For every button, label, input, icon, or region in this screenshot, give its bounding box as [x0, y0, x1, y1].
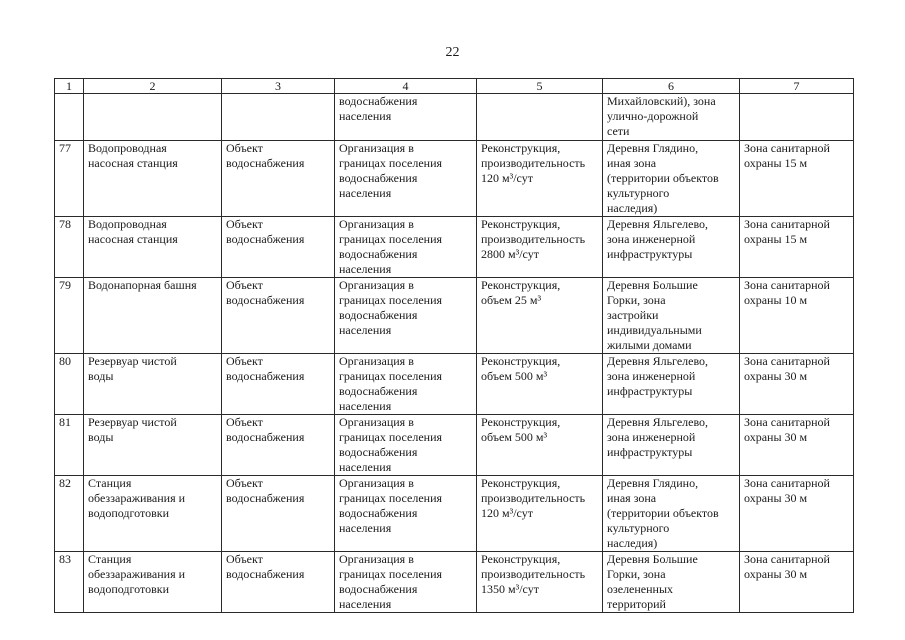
object-capacity-cell — [477, 354, 603, 415]
cell-text-line: Организация в — [339, 278, 414, 292]
object-type-cell — [222, 278, 335, 354]
column-header: 7 — [740, 79, 854, 94]
column-header: 6 — [603, 79, 740, 94]
object-purpose-cell — [335, 94, 477, 141]
cell-text-line: озелененных — [607, 582, 674, 596]
cell-text-line: Станция — [88, 476, 132, 490]
cell-text-line: Реконструкция, — [481, 354, 561, 368]
cell-text-line: охраны 30 м — [744, 491, 808, 505]
cell-text-line: Деревня Глядино, — [607, 476, 699, 490]
table-row — [55, 552, 854, 613]
row-number-cell: 80 — [55, 354, 84, 415]
cell-text-line: Горки, зона — [607, 567, 666, 581]
object-location-cell — [603, 278, 740, 354]
cell-text-line: границах поселения — [339, 156, 443, 170]
cell-text-line: 120 м³/сут — [481, 506, 533, 520]
protection-zone-cell — [740, 217, 854, 278]
cell-text-line: границах поселения — [339, 430, 443, 444]
cell-text-line: Зона санитарной — [744, 141, 830, 155]
cell-text-line: Зона санитарной — [744, 354, 830, 368]
cell-text-line: охраны 10 м — [744, 293, 808, 307]
cell-text-line: Резервуар чистой — [88, 354, 177, 368]
cell-text-line: охраны 15 м — [744, 232, 808, 246]
cell-text-line: Водопроводная — [88, 141, 167, 155]
cell-text-line: обеззараживания и — [88, 491, 186, 505]
cell-text-line: Михайловский), зона — [607, 94, 716, 108]
cell-text-line: Водонапорная башня — [88, 278, 197, 292]
page-number: 22 — [445, 45, 460, 60]
table-row — [55, 141, 854, 217]
cell-text-line: жилыми домами — [607, 338, 692, 352]
cell-text-line: охраны 15 м — [744, 156, 808, 170]
object-type-cell — [222, 141, 335, 217]
cell-text-line: Деревня Яльгелево, — [607, 217, 709, 231]
cell-text-line: водоснабжения — [226, 232, 305, 246]
protection-zone-cell — [740, 354, 854, 415]
cell-text-line: водоснабжения — [339, 582, 418, 596]
protection-zone-cell — [740, 476, 854, 552]
table-row — [55, 94, 854, 141]
table-row — [55, 476, 854, 552]
cell-text-line: воды — [88, 369, 114, 383]
object-name-cell — [84, 278, 222, 354]
cell-text-line: иная зона — [607, 491, 657, 505]
cell-text-line: водоподготовки — [88, 506, 169, 520]
column-header: 4 — [335, 79, 477, 94]
cell-text-line: 1350 м³/сут — [481, 582, 539, 596]
object-type-cell — [222, 354, 335, 415]
cell-text-line: водоснабжения — [339, 384, 418, 398]
cell-text-line: индивидуальными — [607, 323, 702, 337]
object-name-cell — [84, 354, 222, 415]
cell-text-line: производительность — [481, 567, 586, 581]
cell-text-line: Реконструкция, — [481, 278, 561, 292]
object-location-cell — [603, 354, 740, 415]
column-header: 1 — [55, 79, 84, 94]
cell-text-line: 2800 м³/сут — [481, 247, 539, 261]
cell-text-line: Организация в — [339, 217, 414, 231]
cell-text-line: производительность — [481, 491, 586, 505]
cell-text-line: населения — [339, 521, 392, 535]
cell-text-line: охраны 30 м — [744, 369, 808, 383]
object-capacity-cell — [477, 141, 603, 217]
cell-text-line: водоснабжения — [226, 156, 305, 170]
cell-text-line: Организация в — [339, 415, 414, 429]
object-type-cell — [222, 94, 335, 141]
cell-text-line: производительность — [481, 232, 586, 246]
cell-text-line: объем 25 м³ — [481, 293, 542, 307]
cell-text-line: Объект — [226, 354, 263, 368]
object-capacity-cell — [477, 415, 603, 476]
cell-text-line: (территории объектов — [607, 171, 719, 185]
object-name-cell — [84, 217, 222, 278]
cell-text-line: территорий — [607, 597, 666, 611]
object-name-cell — [84, 552, 222, 613]
protection-zone-cell — [740, 141, 854, 217]
cell-text-line: населения — [339, 460, 392, 474]
cell-text-line: Организация в — [339, 552, 414, 566]
cell-text-line: иная зона — [607, 156, 657, 170]
cell-text-line: Деревня Яльгелево, — [607, 415, 709, 429]
cell-text-line: Объект — [226, 415, 263, 429]
object-purpose-cell — [335, 217, 477, 278]
row-number-cell: 83 — [55, 552, 84, 613]
column-header: 5 — [477, 79, 603, 94]
cell-text-line: наследия) — [607, 536, 658, 550]
cell-text-line: границах поселения — [339, 491, 443, 505]
cell-text-line: охраны 30 м — [744, 567, 808, 581]
cell-text-line: Деревня Большие — [607, 278, 698, 292]
row-number-cell: 82 — [55, 476, 84, 552]
cell-text-line: воды — [88, 430, 114, 444]
object-purpose-cell — [335, 141, 477, 217]
cell-text-line: границах поселения — [339, 369, 443, 383]
protection-zone-cell — [740, 415, 854, 476]
cell-text-line: границах поселения — [339, 293, 443, 307]
object-location-cell — [603, 94, 740, 141]
cell-text-line: Объект — [226, 217, 263, 231]
cell-text-line: водоснабжения — [226, 430, 305, 444]
cell-text-line: зона инженерной — [607, 430, 696, 444]
object-location-cell — [603, 141, 740, 217]
cell-text-line: водоснабжения — [226, 293, 305, 307]
object-capacity-cell — [477, 476, 603, 552]
cell-text-line: Деревня Глядино, — [607, 141, 699, 155]
protection-zone-cell — [740, 94, 854, 141]
cell-text-line: зона инженерной — [607, 369, 696, 383]
cell-text-line: Станция — [88, 552, 132, 566]
cell-text-line: Зона санитарной — [744, 476, 830, 490]
cell-text-line: насосная станция — [88, 232, 178, 246]
object-capacity-cell — [477, 217, 603, 278]
cell-text-line: Резервуар чистой — [88, 415, 177, 429]
cell-text-line: производительность — [481, 156, 586, 170]
object-purpose-cell — [335, 354, 477, 415]
cell-text-line: Зона санитарной — [744, 217, 830, 231]
cell-text-line: инфраструктуры — [607, 247, 693, 261]
table-body — [55, 94, 854, 613]
cell-text-line: культурного — [607, 521, 670, 535]
cell-text-line: водоснабжения — [339, 247, 418, 261]
cell-text-line: водоснабжения — [339, 308, 418, 322]
cell-text-line: зона инженерной — [607, 232, 696, 246]
row-number-cell: 81 — [55, 415, 84, 476]
cell-text-line: (территории объектов — [607, 506, 719, 520]
cell-text-line: сети — [607, 124, 630, 138]
cell-text-line: объем 500 м³ — [481, 369, 548, 383]
object-location-cell — [603, 552, 740, 613]
cell-text-line: водоснабжения — [339, 171, 418, 185]
cell-text-line: Деревня Яльгелево, — [607, 354, 709, 368]
object-name-cell — [84, 141, 222, 217]
column-header: 2 — [84, 79, 222, 94]
cell-text-line: Объект — [226, 278, 263, 292]
cell-text-line: водоснабжения — [226, 369, 305, 383]
cell-text-line: водоподготовки — [88, 582, 169, 596]
cell-text-line: объем 500 м³ — [481, 430, 548, 444]
cell-text-line: 120 м³/сут — [481, 171, 533, 185]
cell-text-line: Организация в — [339, 476, 414, 490]
cell-text-line: населения — [339, 109, 392, 123]
cell-text-line: населения — [339, 399, 392, 413]
object-purpose-cell — [335, 415, 477, 476]
cell-text-line: Объект — [226, 141, 263, 155]
object-location-cell — [603, 217, 740, 278]
cell-text-line: водоснабжения — [339, 94, 418, 108]
object-type-cell — [222, 415, 335, 476]
protection-zone-cell — [740, 278, 854, 354]
objects-table — [54, 78, 854, 613]
row-number-cell — [55, 94, 84, 141]
column-number-row — [55, 79, 854, 94]
cell-text-line: наследия) — [607, 201, 658, 215]
cell-text-line: Объект — [226, 552, 263, 566]
object-location-cell — [603, 415, 740, 476]
cell-text-line: водоснабжения — [339, 506, 418, 520]
object-type-cell — [222, 552, 335, 613]
cell-text-line: водоснабжения — [226, 567, 305, 581]
table-row — [55, 278, 854, 354]
cell-text-line: культурного — [607, 186, 670, 200]
row-number-cell: 77 — [55, 141, 84, 217]
cell-text-line: Водопроводная — [88, 217, 167, 231]
cell-text-line: Организация в — [339, 354, 414, 368]
object-purpose-cell — [335, 476, 477, 552]
cell-text-line: Реконструкция, — [481, 217, 561, 231]
cell-text-line: водоснабжения — [226, 491, 305, 505]
cell-text-line: водоснабжения — [339, 445, 418, 459]
cell-text-line: Объект — [226, 476, 263, 490]
cell-text-line: охраны 30 м — [744, 430, 808, 444]
cell-text-line: Реконструкция, — [481, 552, 561, 566]
object-purpose-cell — [335, 278, 477, 354]
cell-text-line: населения — [339, 262, 392, 276]
cell-text-line: улично-дорожной — [607, 109, 699, 123]
object-purpose-cell — [335, 552, 477, 613]
cell-text-line: Зона санитарной — [744, 415, 830, 429]
cell-text-line: населения — [339, 186, 392, 200]
column-header: 3 — [222, 79, 335, 94]
cell-text-line: Реконструкция, — [481, 415, 561, 429]
cell-text-line: Деревня Большие — [607, 552, 698, 566]
object-capacity-cell — [477, 94, 603, 141]
cell-text-line: границах поселения — [339, 567, 443, 581]
object-type-cell — [222, 476, 335, 552]
row-number-cell: 79 — [55, 278, 84, 354]
cell-text-line: Реконструкция, — [481, 141, 561, 155]
object-location-cell — [603, 476, 740, 552]
cell-text-line: Зона санитарной — [744, 278, 830, 292]
object-name-cell — [84, 476, 222, 552]
cell-text-line: Реконструкция, — [481, 476, 561, 490]
cell-text-line: Организация в — [339, 141, 414, 155]
cell-text-line: застройки — [607, 308, 659, 322]
object-name-cell — [84, 415, 222, 476]
object-capacity-cell — [477, 552, 603, 613]
row-number-cell: 78 — [55, 217, 84, 278]
table-row — [55, 354, 854, 415]
cell-text-line: обеззараживания и — [88, 567, 186, 581]
table-row — [55, 217, 854, 278]
cell-text-line: населения — [339, 323, 392, 337]
cell-text-line: инфраструктуры — [607, 384, 693, 398]
object-type-cell — [222, 217, 335, 278]
object-name-cell — [84, 94, 222, 141]
object-capacity-cell — [477, 278, 603, 354]
cell-text-line: инфраструктуры — [607, 445, 693, 459]
cell-text-line: Зона санитарной — [744, 552, 830, 566]
cell-text-line: насосная станция — [88, 156, 178, 170]
table-row — [55, 415, 854, 476]
cell-text-line: границах поселения — [339, 232, 443, 246]
cell-text-line: населения — [339, 597, 392, 611]
protection-zone-cell — [740, 552, 854, 613]
cell-text-line: Горки, зона — [607, 293, 666, 307]
